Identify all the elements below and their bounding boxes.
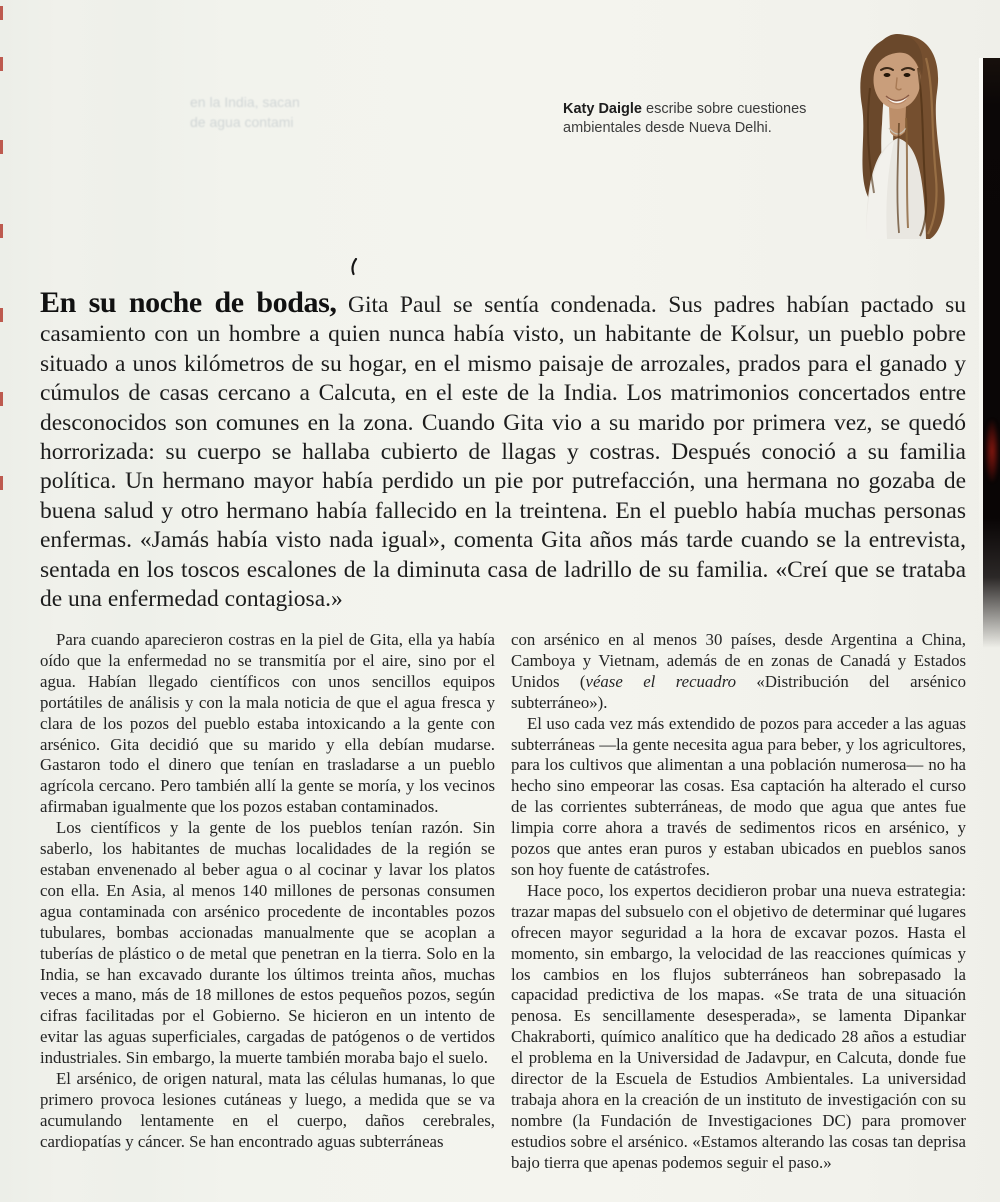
author-name: Katy Daigle	[563, 101, 642, 117]
paragraph-text: con arsénico en al menos 30 países, desde Argentina a China, Camboya y Vietnam, además de en zonas de Canadá y Estados Unidos (	[511, 630, 966, 691]
paragraph-text: «Distribución del arsénico subterráneo»).	[511, 671, 966, 712]
left-column	[40, 630, 495, 1202]
paragraph: El uso cada vez más extendido de pozos para acceder a las aguas subterráneas —la gente necesita agua para beber, y los agricultores, para los cultivos que alimentan a una población numerosa— no ha hecho sino empeorar las cosas. Esa captación ha alterado el curso de las corrientes subterráneas, de modo que agua que antes fue limpia corre ahora a través de sedimentos ricos en arsénico, y pozos que antes eran puros y estaban ubicados en pueblos sanos son hoy fuente de catástrofes.	[511, 713, 966, 879]
show-through-ghost-text	[190, 92, 420, 132]
paragraph	[511, 630, 966, 714]
scan-edge-mark	[0, 140, 3, 154]
body-columns	[40, 630, 966, 1202]
scan-edge-mark	[0, 57, 3, 71]
italic-cross-reference: véase el recuadro	[585, 671, 736, 691]
paragraph: Para cuando aparecieron costras en la piel de Gita, ella ya había oído que la enfermedad no se transmitía por el aire, sino por el agua. Habían llegado científicos con unos sencillos equipos portátiles de análisis y con la mala noticia de que el agua fresca y clara de los pozos del pueblo estaba intoxicando a la gente con arsénico. Gita decidió que su marido y ella debían mudarse. Gastaron todo el dinero que tenían en trasladarse a un pueblo agrícola cercano. Pero también allí la gente se moría, y los vecinos afirmaban igualmente que los pozos estaban contaminados.	[40, 630, 495, 817]
right-column	[511, 630, 966, 1202]
byline-text: escribe sobre cuestiones ambientales desde Nueva Delhi.	[563, 101, 807, 136]
ghost-line: de agua contami	[190, 114, 294, 130]
scan-edge-mark	[0, 476, 3, 490]
paragraph: Los científicos y la gente de los pueblos tenían razón. Sin saberlo, los habitantes de muchas localidades de la región se estaban envenenado al beber agua o al cocinar y lavar los platos con ella. En Asia, al menos 140 millones de personas consumen agua contaminada con arsénico procedente de incontables pozos tubulares, bombas accionadas manualmente que se acoplan a tuberías de plástico o de metal que penetran en la tierra. Solo en la India, se han excavado durante los últimos treinta años, muchas veces a mano, más de 18 millones de estos pequeños pozos, según cifras facilitadas por el Gobierno. Se hicieron en un intento de evitar las aguas superficiales, cargadas de patógenos o de vertidos industriales. Sin embargo, la muerte también moraba bajo el suelo.	[40, 818, 495, 1068]
ink-mark	[347, 258, 361, 276]
lead-in-phrase: En su noche de bodas,	[40, 286, 337, 319]
paragraph: Hace poco, los expertos decidieron probar una nueva estrategia: trazar mapas del subsuelo con el objetivo de determinar qué lugares ofrecen mayor seguridad a la hora de excavar pozos. Hasta el momento, sin embargo, la velocidad de las reacciones químicas y los cambios en los flujos subterráneos han sobrepasado la capacidad predictiva de los mapas. «Se trata de una situación penosa. Es sencillamente desesperada», se lamenta Dipankar Chakraborti, químico analítico que ha dedicado 28 años a estudiar el problema en la Universidad de Jadavpur, en Calcuta, donde fue director de la Escuela de Estudios Ambientales. La universidad trabaja ahora en la creación de un instituto de investigación con su nombre (la Fundación de Investigaciones DC) para promover estudios sobre el arsénico. «Estamos alterando las cosas tan deprisa bajo tierra que apenas podemos seguir el paso.»	[511, 880, 966, 1172]
adjacent-page-edge	[983, 58, 1000, 648]
lead-paragraph	[40, 288, 966, 614]
scan-edge-mark	[0, 392, 3, 406]
paragraph: El arsénico, de origen natural, mata las células humanas, lo que primero provoca lesiones cutáneas y luego, a medida que se va acumulando lentamente en el cuerpo, daños cerebrales, cardiopatías y cáncer. Se han encontrado aguas subterráneas	[40, 1069, 495, 1151]
author-byline	[563, 100, 858, 138]
ink-mark-icon	[347, 258, 361, 276]
author-portrait-illustration	[836, 28, 964, 240]
scan-edge-mark	[0, 308, 3, 322]
woman-portrait-icon	[836, 28, 964, 240]
lead-body-text: Gita Paul se sentía condenada. Sus padres habían pactado su casamiento con un hombre a quien nunca había visto, un habitante de Kolsur, un pueblo pobre situado a unos kilómetros de su hogar, en el mismo paisaje de arrozales, prados para el ganado y cúmulos de casas cercano a Calcuta, en el este de la India. Los matrimonios concertados entre desconocidos son comunes en la zona. Cuando Gita vio a su marido por primera vez, se quedó horrorizada: su cuerpo se hallaba cubierto de llagas y costras. Después conoció a su familia política. Un hermano mayor había perdido un pie por putrefacción, una hermana no gozaba de buena salud y otro hermano había fallecido en la treintena. En el pueblo había muchas personas enfermas. «Jamás había visto nada igual», comenta Gita años más tarde cuando se la entrevista, sentada en los toscos escalones de la diminuta casa de ladrillo de su familia. «Creí que se trataba de una enfermedad contagiosa.»	[40, 292, 966, 613]
scan-edge-mark	[0, 6, 3, 20]
ghost-line: en la India, sacan	[190, 94, 300, 110]
scan-edge-mark	[0, 224, 3, 238]
red-glow-on-dark-page	[985, 420, 999, 482]
